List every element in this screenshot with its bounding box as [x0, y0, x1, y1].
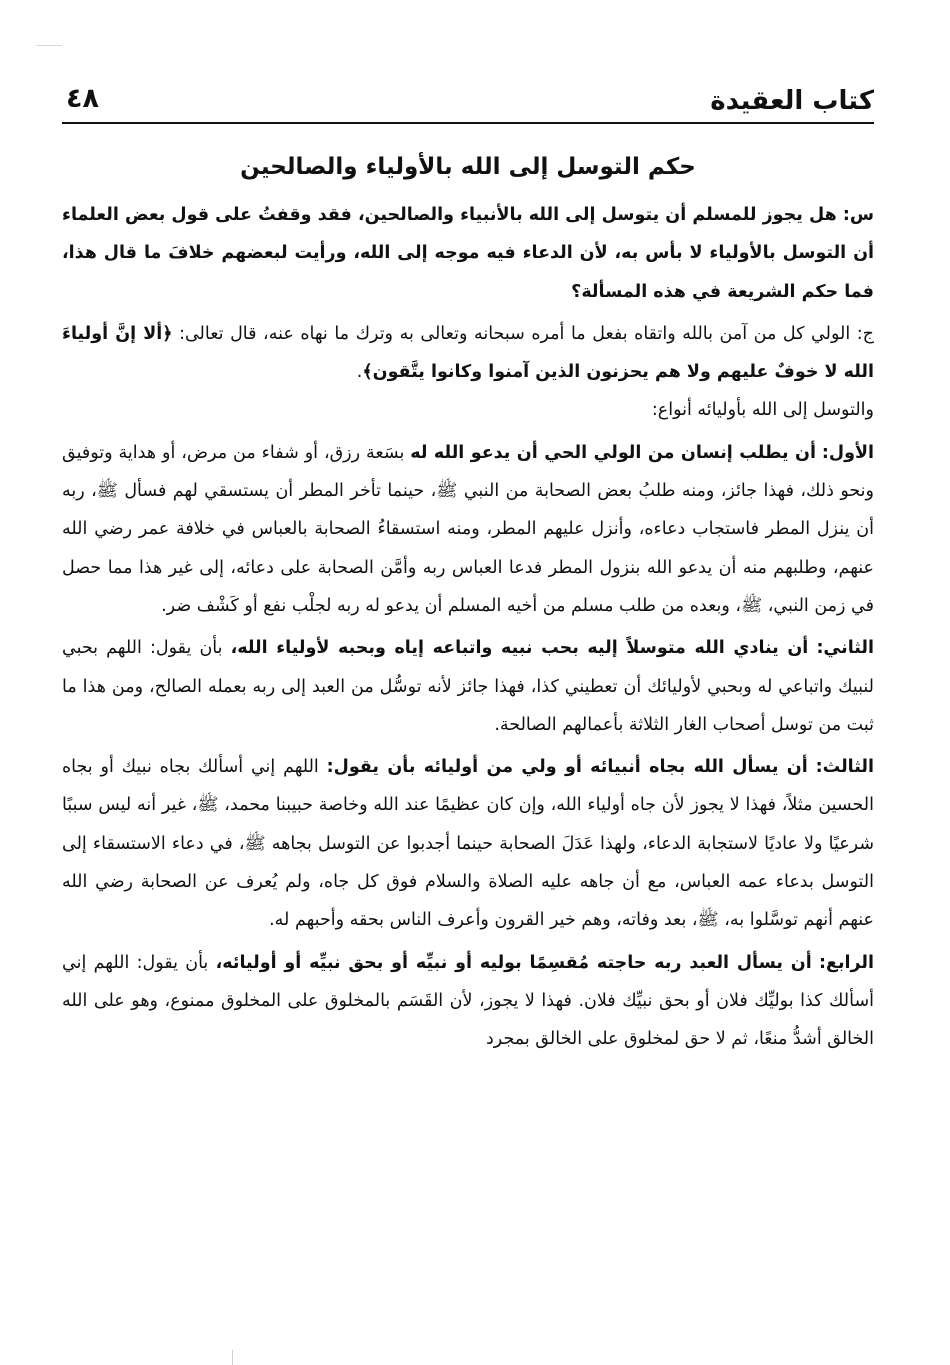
- quran-verse: ﴿ألا إنَّ أولياءَ الله لا خوفٌ عليهم ولا هم يحزنون الذين آمنوا وكانوا يتَّقون﴾: [62, 323, 874, 383]
- type-fourth-text: بأن يقول: اللهم إني أسألك كذا بوليِّك فلان أو بحق نبيِّك فلان. فهذا لا يجوز، لأن القَسَم بالمخلوق على المخلوق ممنوع، وهو على الله الخالق أشدُّ منعًا، ثم لا حق لمخلوق على الخالق بمجرد: [62, 952, 874, 1050]
- answer-verse-end: .: [356, 362, 363, 383]
- running-header: [62, 78, 874, 124]
- type-first-paragraph: [62, 434, 874, 625]
- type-fourth-lead: الرابع:: [819, 952, 874, 973]
- question-lead: س:: [842, 205, 875, 225]
- scan-corner-mark: [36, 45, 62, 46]
- type-first-text: بسَعة رزق، أو شفاء من مرض، أو هداية وتوفيق ونحو ذلك، فهذا جائز، ومنه طلبُ بعض الصحابة من النبي ﷺ، حينما تأخر المطر أن يستسقي لهم فسأل ﷺ، ربه أن ينزل المطر فاستجاب دعاءه، وأنزل عليهم المطر، ومنه استسقاءُ الصحابة بالعباس في خلافة عمر رضي الله عنهم، وطلبهم منه أن يدعو الله بنزول المطر فدعا العباس ربه وأمَّن الصحابة على دعائه، إلى غير هذا مما حصل في زمن النبي، ﷺ، وبعده من طلب مسلم من أخيه المسلم أن يدعو له ربه لجلْب نفع أو كَشْف ضر.: [62, 442, 874, 616]
- type-third-strong: أن يسأل الله بجاه أنبيائه أو ولي من أوليائه بأن يقول:: [326, 757, 808, 778]
- header-rule: [62, 122, 874, 124]
- type-second-paragraph: [62, 629, 874, 744]
- type-first-strong: أن يطلب إنسان من الولي الحي أن يدعو الله له: [410, 442, 816, 463]
- book-title: كتاب العقيدة: [710, 86, 874, 116]
- type-third-paragraph: [62, 748, 874, 939]
- type-third-lead: الثالث:: [815, 757, 874, 778]
- section-title: حكم التوسل إلى الله بالأولياء والصالحين: [240, 154, 696, 180]
- type-fourth-paragraph: [62, 944, 874, 1059]
- type-second-text: بأن يقول: اللهم بحبي لنبيك واتباعي له وبحبي لأوليائك أن تعطيني كذا، فهذا جائز لأنه توسُّل من العبد إلى ربه بعمله الصالح، ومن هذا ما ثبت من توسل أصحاب الغار الثلاثة بأعمالهم الصالحة.: [62, 638, 874, 735]
- answer-intro: والتوسل إلى الله بأوليائه أنواع:: [651, 400, 874, 421]
- question-text: هل يجوز للمسلم أن يتوسل إلى الله بالأنبياء والصالحين، فقد وقفتُ على قول بعض العلماء أن التوسل بالأولياء لا بأس به، لأن الدعاء فيه موجه إلى الله، ورأيت لبعضهم خلافَ ما قال هذا، فما حكم الشريعة في هذه المسألة؟: [62, 205, 874, 302]
- type-third-text: اللهم إني أسألك بجاه نبيك أو بجاه الحسين مثلاً، فهذا لا يجوز لأن جاه أولياء الله، وإن كان عظيمًا عند الله وخاصة حبيبنا محمد، ﷺ، غير أنه ليس سببًا شرعيًا ولا عاديًا لاستجابة الدعاء، ولهذا عَدَلَ الصحابة حينما أجدبوا عن التوسل بجاهه ﷺ، في دعاء الاستسقاء إلى التوسل بدعاء عمه العباس، مع أن جاهه عليه الصلاة والسلام فوق كل جاه، ولم يُعرف عن الصحابة رضي الله عنهم أنهم توسَّلوا به، ﷺ، بعد وفاته، وهم خير القرون وأعرف الناس بحقه وأحبهم له.: [62, 757, 874, 931]
- scan-edge-mark: [232, 1350, 233, 1365]
- book-page: [62, 78, 874, 1258]
- question-paragraph: [62, 196, 874, 311]
- answer-paragraph: [62, 315, 874, 430]
- page-number: ٤٨: [66, 83, 99, 114]
- type-second-lead: الثاني:: [816, 638, 874, 659]
- answer-text: الولي كل من آمن بالله واتقاه بفعل ما أمره سبحانه وتعالى به وترك ما نهاه عنه، قال تعالى:: [179, 323, 851, 344]
- type-fourth-strong: أن يسأل العبد ربه حاجته مُقسِمًا بوليه أو نبيِّه أو بحق نبيِّه أو أوليائه،: [215, 952, 812, 973]
- type-second-strong: أن ينادي الله متوسلاً إليه بحب نبيه واتباعه إياه وبحبه لأولياء الله،: [230, 638, 809, 659]
- type-first-lead: الأول:: [821, 442, 874, 463]
- answer-lead: ج:: [856, 323, 874, 344]
